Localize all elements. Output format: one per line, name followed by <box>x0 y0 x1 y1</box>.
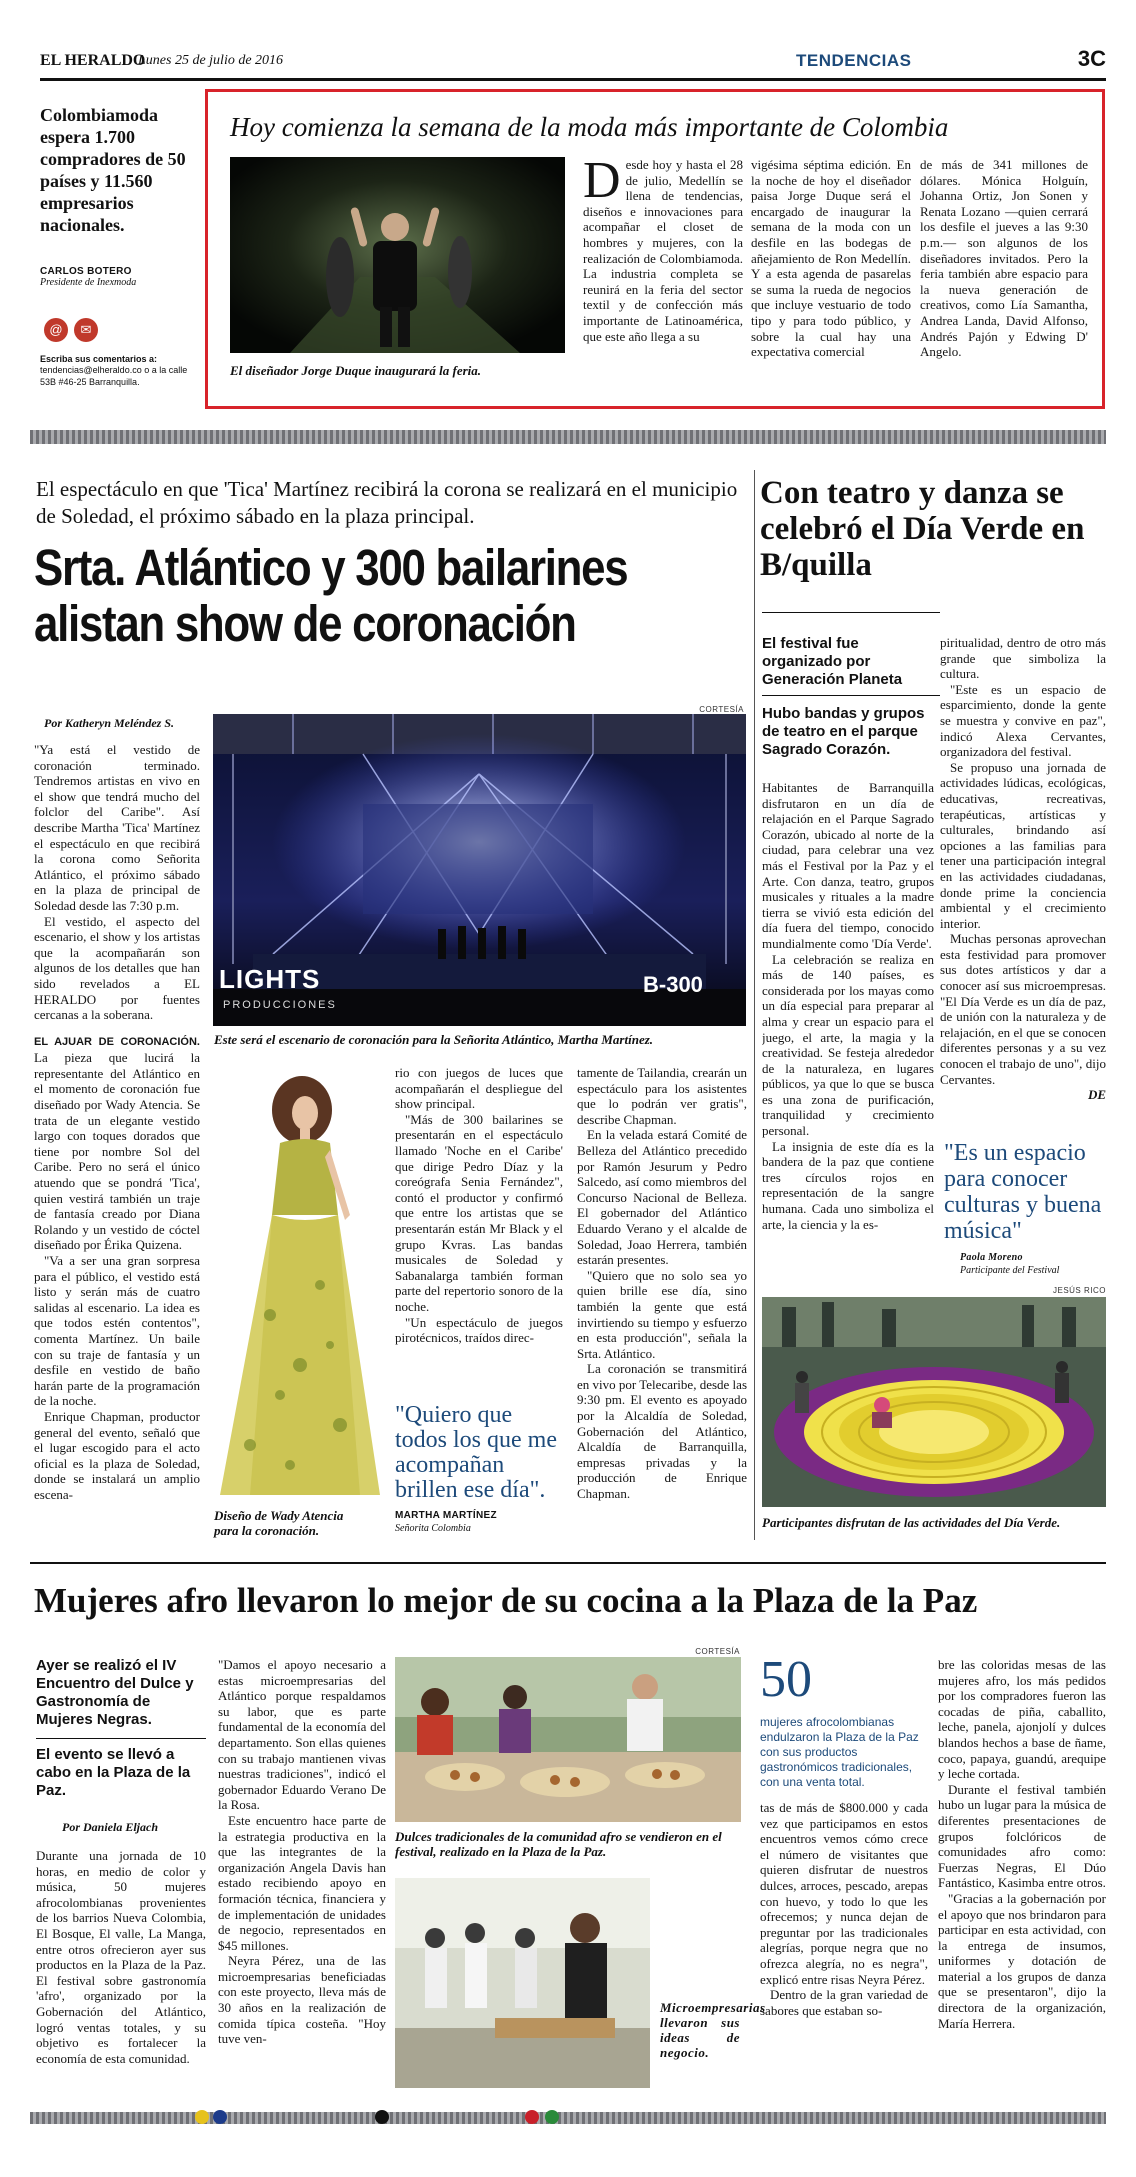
stage-photo-caption: Este será el escenario de coronación para la Señorita Atlántico, Martha Martínez. <box>214 1032 654 1047</box>
coronacion-headline: Srta. Atlántico y 300 bailarines alistan show de coronación <box>34 539 628 652</box>
dia-verde-photo-credit: JESÚS RICO <box>1052 1286 1106 1295</box>
microbusiness-image <box>395 1878 650 2088</box>
drop-cap: D <box>583 157 621 209</box>
colombiamoda-col2: vigésima séptima edición. En la noche de hoy el diseñador paisa Jorge Duque será el encargado de inaugurar la semana de la moda con un desfile en las bodegas de añejamiento de Ron Medellín. Y a esta agenda de pasarelas se suma la rueda de negocios que incluye vestuario de todo tipo y para todo público, y sobre la cual hay una expectativa comercial <box>751 157 911 360</box>
mujeres-afro-sub-rule <box>36 1738 206 1739</box>
at-icon: @ <box>44 318 68 342</box>
mujeres-afro-col2: "Damos el apoyo necesario a estas microempresarias del Atlántico porque respaldamos su labor, que es parte fundamental de la economía del departamento. Son ellas quienes con su trabajo mantienen vivas nuestras tradiciones", indicó el gobernador Eduardo Verano De la Rosa. Este encuentro hace parte de la estrategia productiva en la que las integrantes de la organización Angela Davis han estado recibiendo apoyo en formación técnica, financiera y de implementación de unidades de negocio, representados en $45 millones. Neyra Pérez, una de las microempresarias beneficiadas con este proyecto, lleva más de 30 años en la realización de comida típica costeña. "Hoy tuve ven- <box>218 1657 386 2047</box>
dot-black <box>375 2110 389 2124</box>
stage-sign-right: B-300 <box>643 972 703 997</box>
designer-photo-caption: El diseñador Jorge Duque inaugurará la feria. <box>230 363 482 378</box>
header-rule <box>40 78 1106 81</box>
afro-photo-caption1: Dulces tradicionales de la comunidad afro se vendieron en el festival, realizado en la Plaza de la Paz. <box>395 1829 722 1859</box>
sidebar-icons <box>40 318 200 344</box>
sidebar <box>40 104 200 404</box>
mujeres-afro-sub2: El evento se llevó a cabo en la Plaza de la Paz. <box>36 1746 191 1799</box>
dia-verde-sign: DE <box>1087 1087 1106 1103</box>
column-divider <box>754 470 755 1540</box>
dia-verde-quote-name: Paola Moreno <box>960 1252 1023 1263</box>
colombiamoda-col1: D esde hoy y hasta el 28 de julio, Medellín se llena de tendencias, diseños e innovaciones para acompañar el closet de hombres y mujeres, con la realización de Colombiamoda. La industria completa se reunirá en la feria del sector textil y de confección más importante de Latinoamérica, que este año llega a su <box>583 157 743 344</box>
mujeres-afro-headline: Mujeres afro llevaron lo mejor de su cocina a la Plaza de la Paz <box>34 1581 978 1620</box>
ajuar-subhead: EL AJUAR DE CORONACIÓN. <box>34 1035 200 1048</box>
color-dots <box>195 2110 575 2126</box>
stat-number: 50 <box>760 1651 812 1708</box>
dress-sketch-image <box>210 1065 390 1505</box>
dia-verde-sub-rule <box>762 695 940 696</box>
sweets-market-image <box>395 1657 741 1822</box>
stage-photo-credit: CORTESÍA <box>699 705 744 714</box>
dot-green <box>545 2110 559 2124</box>
stage-photo <box>213 714 746 1026</box>
colombiamoda-headline: Hoy comienza la semana de la moda más importante de Colombia <box>230 112 949 142</box>
sidebar-person-role: Presidente de Inexmoda <box>40 277 137 288</box>
section-divider <box>30 1562 1106 1564</box>
dress-caption: Diseño de Wady Atencia para la coronación. <box>214 1508 344 1538</box>
dot-yellow <box>195 2110 209 2124</box>
afro-photo-caption2: Microempresarias llevaron sus ideas de negocio. <box>660 2000 766 2060</box>
dia-verde-quote: "Es un espacio para conocer culturas y buena música" <box>944 1140 1102 1244</box>
dot-blue <box>213 2110 227 2124</box>
dia-verde-photo <box>762 1297 1106 1507</box>
stage-sign-left: LIGHTS <box>219 964 321 994</box>
martinez-quote-role: Señorita Colombia <box>395 1523 471 1534</box>
designer-photo <box>230 157 565 353</box>
mujeres-afro-col1: Durante una jornada de 10 horas, en medio de color y música, 50 mujeres afrocolombianas provenientes de los barrios Nueva Colombia, El Bosque, El valle, La Manga, entre otros ofrecieron ayer sus productos en la Plaza de la Paz. El festival sobre gastronomía 'afro', organizado por la Gobernación del Atlántico, logró ventas totales, y su objetivo es fortalecer la economía de esta comunidad. <box>36 1848 206 2066</box>
dia-verde-quote-role: Participante del Festival <box>960 1265 1060 1276</box>
dia-verde-caption: Participantes disfrutan de las actividades del Día Verde. <box>762 1515 1061 1530</box>
designer-runway-image <box>230 157 565 353</box>
mujeres-afro-col3: tas de más de $800.000 y cada vez que participamos en estos encuentros vemos cómo crece el número de visitantes que quieren disfrutar de nuestros dulces, arroces, pescado, arepas con huevo, y todo lo que les ofrecemos; y nunca dejan de preguntar por las tradicionales alegrías, porque negra que no ofrezca alegría, no es negra", explicó entre risas Neyra Pérez. Dentro de la gran variedad de sabores que estaban so- <box>760 1800 928 2018</box>
stat-text: mujeres afrocolombianas endulzaron la Plaza de la Paz con sus productos gastronómicos tradicionales, con una venta total. <box>760 1715 919 1789</box>
dot-red <box>525 2110 539 2124</box>
dia-verde-col1: Habitantes de Barranquilla disfrutaron en un día de relajación en el Parque Sagrado Corazón, ubicado al norte de la ciudad, para celebrar una vez más el Festival por la Paz y el Arte. Con danza, teatro, grupos musicales y rituales a la madre tierra se vivió esta edición del día fuera del tiempo, conocido mundialmente como 'Día Verde'. La celebración se realiza en más de 140 países, es considerada por los mayas como un día especial para preparar al alma y crear un espacio para el juego, el arte, la magia y la creatividad. Se festeja alrededor de la naturaleza, en lugares públicos, ya que lo que se busca es una zona de purificación, tranquilidad y crecimiento personal. La insignia de este día es la bandera de la paz que contiene tres círculos rojos en representación de la sangre humana. Cada uno simboliza el arte, la ciencia y la es- <box>762 780 934 1232</box>
paper-name: EL HERALDO <box>40 52 146 69</box>
mujeres-afro-byline: Por Daniela Eljach <box>62 1820 159 1834</box>
dia-verde-sub2: Hubo bandas y grupos de teatro en el parque Sagrado Corazón. <box>762 705 925 758</box>
comments-label: Escriba sus comentarios a: <box>40 354 158 364</box>
colombiamoda-article <box>205 89 1105 409</box>
martinez-quote-name: MARTHA MARTÍNEZ <box>395 1510 497 1521</box>
sidebar-person-name: CARLOS BOTERO <box>40 266 132 277</box>
colombiamoda-col3: de más de 341 millones de dólares. Mónica Holguín, Johanna Ortiz, Jon Sonen y Renata Lozano —quien cerrará los desfile el jueves a las 9:30 p.m.— son algunos de los diseñadores invitados. Pero la feria también abre espacio para la nueva generación de creativos, como Lía Samantha, Andrea Landa, David Alfonso, Andrés Pajón y Edwing D' Angelo. <box>920 157 1088 360</box>
page-number: 3C <box>1077 46 1106 71</box>
dia-verde-headline: Con teatro y danza se celebró el Día Verde en B/quilla <box>760 475 1085 583</box>
stage-sign-sub: PRODUCCIONES <box>223 999 337 1011</box>
mujeres-afro-sub1: Ayer se realizó el IV Encuentro del Dulce y Gastronomía de Mujeres Negras. <box>36 1657 194 1728</box>
coronacion-col1: "Ya está el vestido de coronación terminado. Tendremos artistas en vivo en el show que tendrá mucho del folclor del Caribe". Así describe Martha 'Tica' Martínez el espectáculo en que recibirá la corona como Señorita Atlántico, el próximo sábado en la plaza de principal de Soledad desde las 7:30 p.m. El vestido, el aspecto del escenario, el show y los artistas que la acompañarán son algunos de los detalles que han sido revelados a EL HERALDO por fuentes cercanas a la soberana. EL AJUAR DE CORONACIÓN. La pieza que lucirá la representante del Atlántico en el momento de coronación fue diseñado por Wady Atencia. Se trata de un elegante vestido largo con toques dorados que tiene por nombre Sol del Caribe. Pero no será el único atuendo que se pondrá 'Tica', quien vestirá también un traje de fantasía creado por Diana Rolando y un vestido de cóctel diseñado por Érika Quizena. "Va a ser una gran sorpresa para el público, el vestido está listo y serán más de cuatro salidas al escenario. La idea es que todos estén contentos", comenta Martínez. Un baile con su traje de fantasía y un desfile en vestido de baño harán parte de la programación de la noche. Enrique Chapman, productor general del evento, señaló que el lugar escogido para el acto oficial es la plaza de Soledad, donde se instalará un amplio escena- <box>34 742 200 1502</box>
coronacion-byline: Por Katheryn Meléndez S. <box>44 716 175 730</box>
issue-date: Lunes 25 de julio de 2016 <box>138 53 284 68</box>
mail-icon: ✉ <box>74 318 98 342</box>
dia-verde-sub1: El festival fue organizado por Generación Planeta <box>762 635 903 688</box>
martinez-quote: "Quiero que todos los que me acompañan brillen ese día". <box>395 1402 557 1503</box>
coronacion-col2: rio con juegos de luces que acompañarán el despliegue del show principal. "Más de 300 bailarines se presentarán en el espectáculo llamado 'Noche en el Caribe' que dirige Pedro Díaz y la coreógrafa Senia Fernández", contó el productor y confirmó que entre los artistas que se presentarán están Mr Black y el grupo Kvras. Las bandas musicales de Soledad y Sabanalarga también forman parte del repertorio sonoro de la noche. "Un espectáculo de juegos pirotécnicos, traídos direc- <box>395 1065 563 1346</box>
afro-photo-credit: CORTESÍA <box>695 1647 740 1656</box>
afro-photo-business <box>395 1878 650 2088</box>
sidebar-headline: Colombiamoda espera 1.700 compradores de 50 países y 11.560 empresarios nacionales. <box>40 105 186 235</box>
decorative-bar-top <box>30 430 1106 444</box>
section-name: TENDENCIAS <box>796 51 912 70</box>
comments-contact: tendencias@elheraldo.co o a la calle 53B #46-25 Barranquilla. <box>40 365 188 387</box>
dress-illustration <box>210 1065 390 1505</box>
coronacion-col3: tamente de Tailandia, crearán un espectáculo para los asistentes que lo podrán ver gratis", describe Chapman. En la velada estará Comité de Belleza del Atlántico precedido por Ramón Jesurum y Pedro Salcedo, así como miembros del Concurso Nacional de Belleza. El gobernador del Atlántico Eduardo Verano y el alcalde de Soledad, Joao Herrera, también estarán presentes. "Quiero que no solo sea yo quien brille ese día, sino también la gente que está invirtiendo su tiempo y esfuerzo en esta producción", señala la Srta. Atlántico. La coronación se transmitirá en vivo por Telecaribe, desde las 9:30 pm. El evento es apoyado por la Alcaldía de Soledad, Gobernación del Atlántico, Alcaldía de Barranquilla, empresas privadas y la producción de Enrique Chapman. <box>577 1065 747 1502</box>
mujeres-afro-col4: bre las coloridas mesas de las mujeres afro, los más pedidos por los compradores fueron las cocadas de piña, caballito, leche, panela, ajonjolí y dulces blandos hechos a base de ñame, coco, papaya, guandú, arequipe y leche cortada. Durante el festival también hubo un lugar para la música de diferentes presentaciones de grupos folclóricos de comunidades afro como: Fuerzas Negras, El Dúo Fantástico, Kasimba entre otros. "Gracias a la gobernación por el apoyo que nos brindaron para participar en esta actividad, con la entrega de insumos, uniformes y dotación de material a los grupos de danza que se presentaron", dijo la directora de la organización, María Herrera. <box>938 1657 1106 2031</box>
page-header <box>40 48 1106 78</box>
dia-verde-rule <box>762 612 940 613</box>
mandala-image <box>762 1297 1106 1507</box>
dia-verde-col2: piritualidad, dentro de otro más grande que simboliza la cultura. "Este es un espacio de esparcimiento, donde la gente se muestra y convive en paz", indicó Alexa Cervantes, organizadora del festival. Se propuso una jornada de actividades lúdicas, ecológicas, educativas, recreativas, terapéuticas, artísticas y culturales, brindando así opciones a las familias para tener una participación integral en las actividades ciudadanas, donde prime la conciencia ambiental y el crecimiento interior. Muchas personas aprovechan esta festividad para promover sus dotes artísticos y dar a conocer así sus microempresas. "El Día Verde es un día de paz, de unión con la naturaleza y de relajación, en el que se conocen diferentes personas y a su vez conocen el trabajo de uno", dijo Cervantes. DE <box>940 635 1106 1103</box>
coronacion-deck: El espectáculo en que 'Tica' Martínez recibirá la corona se realizará en el municipio de Soledad, el próximo sábado en la plaza principal. <box>36 477 738 528</box>
afro-photo-sweets <box>395 1657 741 1822</box>
